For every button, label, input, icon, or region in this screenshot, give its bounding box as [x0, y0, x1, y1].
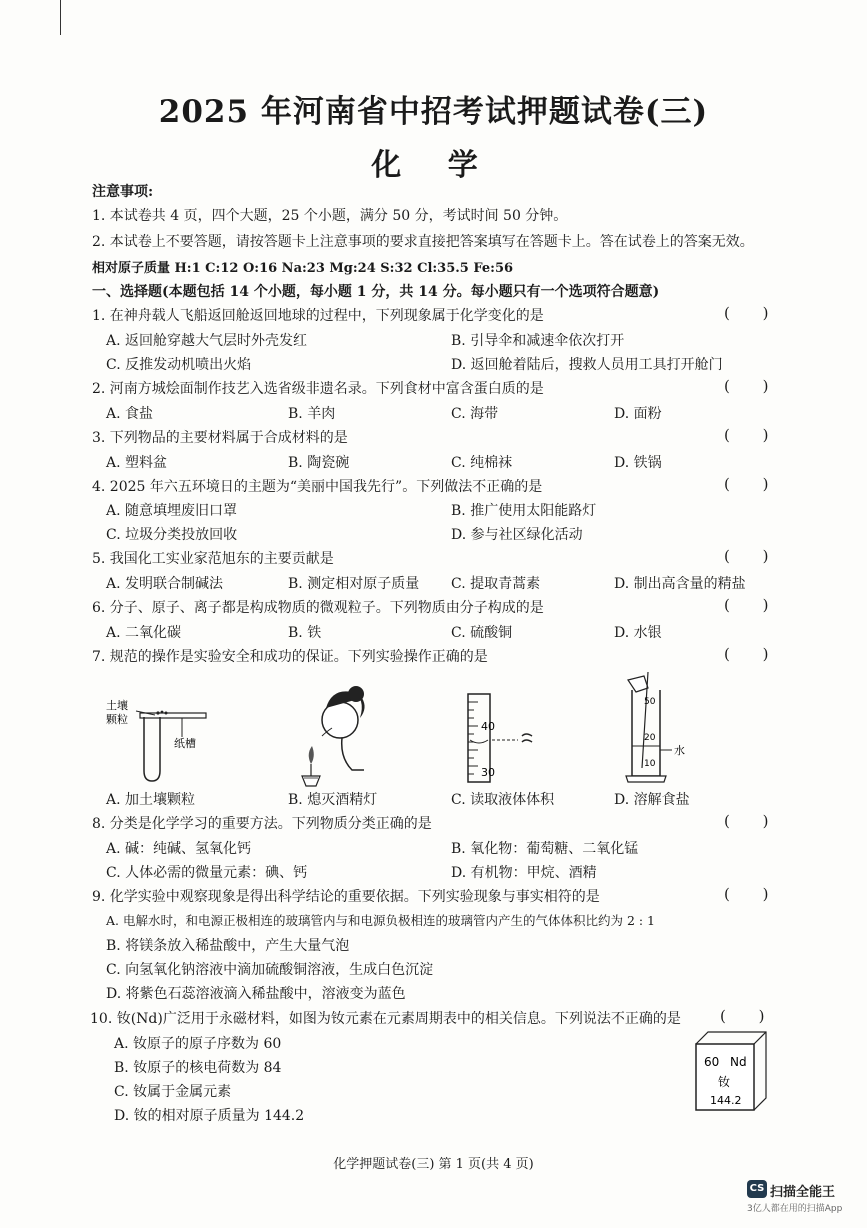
q1-answer-paren: ( )	[724, 304, 783, 322]
fig-add-soil	[100, 695, 220, 787]
q2-option-c: C. 海带	[451, 406, 499, 422]
q2-option-b: B. 羊肉	[288, 406, 336, 422]
atomic-mass-line: 相对原子质量 H:1 C:12 O:16 Na:23 Mg:24 S:32 Cl:35.5 Fe:56	[92, 261, 514, 276]
q3-stem: 3. 下列物品的主要材料属于合成材料的是	[92, 430, 348, 446]
q10-answer-paren: ( )	[720, 1007, 779, 1025]
q9-option-d: D. 将紫色石蕊溶液滴入稀盐酸中，溶液变为蓝色	[106, 986, 406, 1002]
q10-option-d: D. 钕的相对原子质量为 144.2	[114, 1108, 305, 1124]
section1-heading: 一、选择题(本题包括 14 个小题，每小题 1 分，共 14 分。每小题只有一个选项符合题意)	[92, 284, 660, 300]
element-number: 60	[704, 1055, 720, 1069]
q4-option-a: A. 随意填埋废旧口罩	[106, 503, 238, 519]
q1-option-d: D. 返回舱着陆后，搜救人员用工具打开舱门	[451, 357, 723, 373]
q5-option-c: C. 提取青蒿素	[451, 576, 541, 592]
q4-option-c: C. 垃圾分类投放回收	[106, 527, 238, 543]
q3-option-d: D. 铁锅	[614, 455, 662, 471]
q5-option-d: D. 制出高含量的精盐	[614, 576, 746, 592]
q3-answer-paren: ( )	[724, 426, 783, 444]
q2-option-a: A. 食盐	[106, 406, 154, 422]
element-symbol: Nd	[730, 1055, 747, 1069]
cs-logo-icon: CS	[747, 1180, 767, 1198]
fig-tick-50: 50	[644, 697, 656, 707]
q7-stem: 7. 规范的操作是实验安全和成功的保证。下列实验操作正确的是	[92, 649, 488, 665]
q7-option-d: D. 溶解食盐	[614, 792, 690, 808]
q6-option-a: A. 二氧化碳	[106, 625, 182, 641]
q9-option-c: C. 向氢氧化钠溶液中滴加硫酸铜溶液，生成白色沉淀	[106, 962, 434, 978]
q9-option-a: A. 电解水时，和电源正极相连的玻璃管内与和电源负极相连的玻璃管内产生的气体体积比约为 2 : 1	[106, 913, 656, 928]
fig-label-particle: 颗粒	[106, 713, 128, 726]
q10-option-c: C. 钕属于金属元素	[114, 1084, 232, 1100]
q10-option-a: A. 钕原子的原子序数为 60	[114, 1036, 282, 1052]
q3-option-b: B. 陶瓷碗	[288, 455, 350, 471]
q6-stem: 6. 分子、原子、离子都是构成物质的微观粒子。下列物质由分子构成的是	[92, 600, 544, 616]
fig-tick-20: 20	[644, 733, 656, 743]
fig-label-water: 水	[674, 744, 685, 757]
q5-option-b: B. 测定相对原子质量	[288, 576, 420, 592]
q9-option-b: B. 将镁条放入稀盐酸中，产生大量气泡	[106, 938, 350, 954]
q7-answer-paren: ( )	[724, 645, 783, 663]
fig-label-soil: 土壤	[106, 699, 128, 712]
q8-option-b: B. 氧化物：葡萄糖、二氧化锰	[451, 841, 639, 857]
q8-option-c: C. 人体必需的微量元素：碘、钙	[106, 865, 308, 881]
fig-dissolve-salt	[614, 668, 704, 788]
q10-stem: 10. 钕(Nd)广泛用于永磁材料，如图为钕元素在元素周期表中的相关信息。下列说法不正确的是	[90, 1011, 681, 1027]
fig-tick-30: 30	[481, 766, 495, 779]
fig-extinguish-lamp	[282, 678, 372, 790]
q3-option-c: C. 纯棉袜	[451, 455, 513, 471]
q3-option-a: A. 塑料盆	[106, 455, 168, 471]
q5-stem: 5. 我国化工实业家范旭东的主要贡献是	[92, 551, 334, 567]
q1-stem: 1. 在神舟载人飞船返回舱返回地球的过程中，下列现象属于化学变化的是	[92, 308, 544, 324]
q6-option-d: D. 水银	[614, 625, 662, 641]
q6-option-c: C. 硫酸铜	[451, 625, 513, 641]
q4-stem: 4. 2025 年六五环境日的主题为“美丽中国我先行”。下列做法不正确的是	[92, 479, 543, 495]
subject-title: 化 学	[371, 148, 496, 183]
q8-stem: 8. 分类是化学学习的重要方法。下列物质分类正确的是	[92, 816, 432, 832]
exam-title: 2025 年河南省中招考试押题试卷(三)	[158, 94, 709, 130]
fig-label-trough: 纸槽	[174, 737, 196, 750]
q9-answer-paren: ( )	[724, 885, 783, 903]
fig-tick-40: 40	[481, 720, 495, 733]
q4-option-d: D. 参与社区绿化活动	[451, 527, 583, 543]
fig-tick-10: 10	[644, 759, 656, 769]
q5-answer-paren: ( )	[724, 547, 783, 565]
notice-item-2: 2. 本试卷上不要答题，请按答题卡上注意事项的要求直接把答案填写在答题卡上。答在试卷上的答案无效。	[92, 234, 754, 250]
page-footer: 化学押题试卷(三) 第 1 页(共 4 页)	[333, 1157, 534, 1172]
watermark-subtitle: 3亿人都在用的扫描App	[747, 1204, 843, 1214]
q2-stem: 2. 河南方城烩面制作技艺入选省级非遗名录。下列食材中富含蛋白质的是	[92, 381, 544, 397]
q4-option-b: B. 推广使用太阳能路灯	[451, 503, 597, 519]
fig-read-volume	[460, 690, 550, 786]
q2-option-d: D. 面粉	[614, 406, 662, 422]
q1-option-a: A. 返回舱穿越大气层时外壳发红	[106, 333, 308, 349]
q2-answer-paren: ( )	[724, 377, 783, 395]
q1-option-b: B. 引导伞和减速伞依次打开	[451, 333, 625, 349]
watermark-app-name: 扫描全能王	[770, 1185, 836, 1200]
notice-heading: 注意事项:	[92, 184, 154, 200]
q5-option-a: A. 发明联合制碱法	[106, 576, 224, 592]
q8-option-a: A. 碱：纯碱、氢氧化钙	[106, 841, 252, 857]
q9-stem: 9. 化学实验中观察现象是得出科学结论的重要依据。下列实验现象与事实相符的是	[92, 889, 600, 905]
q4-answer-paren: ( )	[724, 475, 783, 493]
element-card-nd	[690, 1030, 770, 1115]
element-mass: 144.2	[710, 1094, 742, 1107]
margin-mark	[60, 0, 61, 35]
q1-option-c: C. 反推发动机喷出火焰	[106, 357, 252, 373]
q8-option-d: D. 有机物：甲烷、酒精	[451, 865, 597, 881]
q8-answer-paren: ( )	[724, 812, 783, 830]
q7-option-a: A. 加土壤颗粒	[106, 792, 196, 808]
q7-option-b: B. 熄灭酒精灯	[288, 792, 378, 808]
q6-answer-paren: ( )	[724, 596, 783, 614]
q6-option-b: B. 铁	[288, 625, 322, 641]
q7-option-c: C. 读取液体体积	[451, 792, 555, 808]
q10-option-b: B. 钕原子的核电荷数为 84	[114, 1060, 282, 1076]
notice-item-1: 1. 本试卷共 4 页，四个大题，25 个小题，满分 50 分，考试时间 50 分钟。	[92, 208, 568, 224]
element-name: 钕	[718, 1075, 731, 1089]
